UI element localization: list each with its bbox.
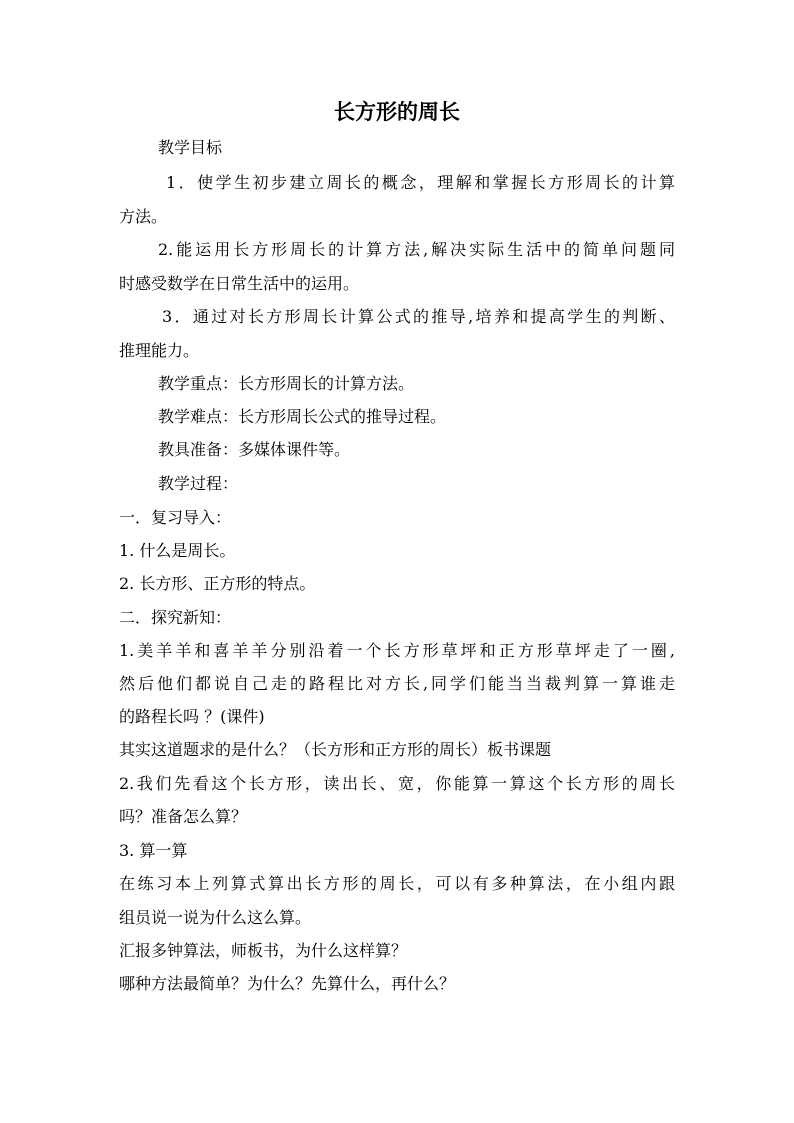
objective-3-line-1: 3．通过对长方形周长计算公式的推导,培养和提高学生的判断、: [162, 307, 675, 326]
explore-item-2-line-2: 吗？准备怎么算？: [119, 807, 248, 826]
objective-2-line-1: 2.能运用长方形周长的计算方法,解决实际生活中的简单问题同: [158, 240, 675, 259]
teaching-aids: 教具准备：多媒体课件等。: [158, 440, 351, 459]
review-item-2: 2. 长方形、正方形的特点。: [119, 574, 316, 593]
section-heading-process: 教学过程：: [158, 474, 239, 493]
objective-3-line-2: 推理能力。: [119, 341, 200, 360]
objective-1-line-2: 方法。: [119, 207, 168, 226]
report-methods: 汇报多钟算法，师板书，为什么这样算？: [119, 941, 408, 960]
simplest-method-question: 哪种方法最简单？为什么？先算什么，再什么？: [119, 974, 456, 993]
part-1-heading: 一．复习导入：: [119, 508, 232, 527]
part-2-heading: 二．探究新知：: [119, 608, 232, 627]
objective-2-line-2: 时感受数学在日常生活中的运用。: [119, 274, 360, 293]
document-title: 长方形的周长: [334, 99, 460, 124]
review-item-1: 1. 什么是周长。: [119, 541, 236, 560]
section-heading-objectives: 教学目标: [158, 138, 223, 157]
explore-item-3-heading: 3. 算一算: [119, 841, 188, 860]
explore-item-3-line-1: 在练习本上列算式算出长方形的周长，可以有多种算法，在小组内跟: [119, 874, 675, 893]
explore-item-1-line-1: 1.美羊羊和喜羊羊分别沿着一个长方形草坪和正方形草坪走了一圈,: [119, 641, 675, 660]
key-point: 教学重点：长方形周长的计算方法。: [158, 374, 415, 393]
objective-1-line-1: 1．使学生初步建立周长的概念，理解和掌握长方形周长的计算: [166, 173, 675, 192]
explore-item-1-line-2: 然后他们都说自己走的路程比对方长,同学们能当当裁判算一算谁走: [119, 674, 675, 693]
explore-item-1-line-3: 的路程长吗 ？(课件): [119, 707, 265, 726]
explore-question: 其实这道题求的是什么？（长方形和正方形的周长）板书课题: [119, 740, 552, 759]
explore-item-2-line-1: 2.我们先看这个长方形，读出长、宽，你能算一算这个长方形的周长: [119, 774, 675, 793]
difficult-point: 教学难点：长方形周长公式的推导过程。: [158, 407, 447, 426]
explore-item-3-line-2: 组员说一说为什么这么算。: [119, 908, 312, 927]
